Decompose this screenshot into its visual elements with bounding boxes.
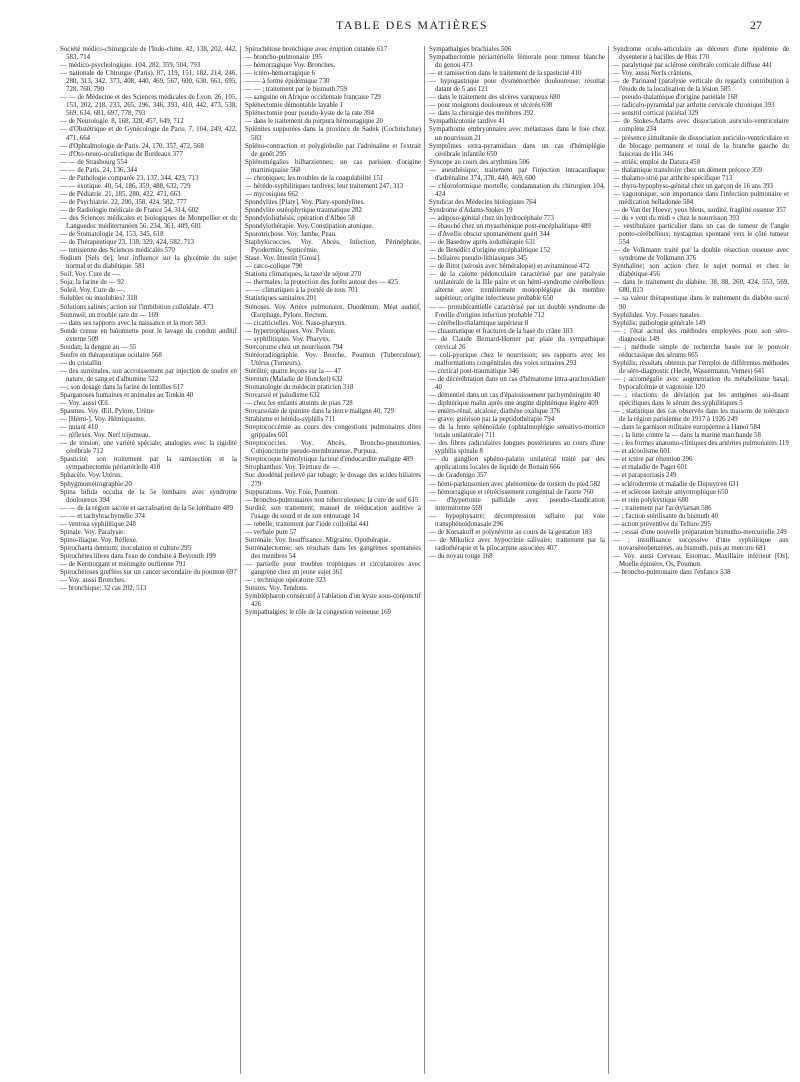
index-entry: — d'Ophtalmologie de Paris. 24, 170, 357, 472, 568 xyxy=(60,142,204,150)
index-entry: Stations climatiques, la taxe de séjour 270 xyxy=(245,271,362,279)
index-entry: Syncope au cours des arythmies 506 xyxy=(429,158,530,166)
index-entry: — de décérébration dans un cas d'hématome intra-arachnoïdien 40 xyxy=(429,375,605,391)
index-entry: — ; statistique des cas observés dans les maisons de tolérance de la région parisienne de 1917 à 1926 249 xyxy=(613,408,789,424)
index-entry: — et ramisection dans le traitement de la spasticité 410 xyxy=(429,70,582,78)
index-entry: — de Van der Hoeve; yeux bleus, surdité, fragilité osseuse 357 xyxy=(613,206,787,214)
index-entry: Spondylolisthésis; opération d'Albee 58 xyxy=(245,214,355,222)
index-entry: — dans le traitement des ulcères variqueux 680 xyxy=(429,94,561,102)
index-entry: — de Kermorgant et méningite ourlienne 791 xyxy=(60,561,186,568)
index-entry: — ; les formes anatomo-cliniques des artérites pulmonaires 119 xyxy=(613,440,789,448)
index-entry: — — de Strasbourg 554 xyxy=(60,158,128,166)
index-entry: — Voy. aussi Nerfs crâniens. xyxy=(613,70,693,78)
index-entry: — de Mikulicz avec hypocrinie salivaire; traitement par la radiothérapie et la pilocarpine associées 407 xyxy=(429,536,605,552)
index-entry: Spino-iliaque. Voy. Réflexe. xyxy=(60,536,138,544)
page-number: 27 xyxy=(750,18,762,32)
index-entry: — hypophysaire; décompression sellaire par voie transphénoïdonasale 296 xyxy=(429,512,605,528)
index-entry: Sternum (Maladie de Honckel) 632 xyxy=(245,375,343,383)
index-entry: — verbale pure 57 xyxy=(245,528,297,536)
index-entry: Spirochaeta dentium; inoculation et culture 295 xyxy=(60,544,192,552)
index-entry: — dans ses rapports avec la naissance et la mort 583 xyxy=(60,319,206,327)
index-entry: — — à forme épidémique 730 xyxy=(245,78,330,86)
index-entry: Sphacèle. Voy. Utérus. xyxy=(60,472,123,480)
index-entry: Syndrome oculo-articulaire au décours d'une épidémie de dysenterie à bacilles de Hiss 170 xyxy=(613,46,789,62)
index-entry: — hypogastrique pour dysménorrhée douloureuse; résultat datant de 5 ans 121 xyxy=(429,78,605,94)
index-entry: — grave; guérison par la peptidothérapie 794 xyxy=(429,416,555,424)
index-column-3 xyxy=(424,46,608,1074)
index-entry: Syndicat des Médecins biologistes 764 xyxy=(429,198,537,206)
index-entry: — de Stomatologie 24, 153, 345, 618 xyxy=(60,231,164,239)
index-entry: Surrénalectomie; ses résultats dans les gangrènes spontanées des membres 54 xyxy=(245,544,421,560)
index-entry: Soleil. Voy. Cure de —. xyxy=(60,287,126,295)
index-entry: — ; l'état actuel des méthodes employées pour son séro-diagnostic 149 xyxy=(613,327,789,343)
index-entry: — chez les enfants atteints de pian 728 xyxy=(245,400,353,408)
index-entry: — du « vent du midi » chez le nourrisson 393 xyxy=(613,214,740,222)
index-entry: Spondylothérapie. Voy. Constipation atonique. xyxy=(245,223,374,231)
index-entry: — hémorragique Voy. Bronches. xyxy=(245,62,336,70)
index-entry: — partielle pour troubles trophiques et circulatoires avec gangrène chez un jeune sujet 361 xyxy=(245,561,421,577)
index-entry: — chloroformique mortelle; condamnation du chirurgien 104, 424 xyxy=(429,182,605,198)
index-entry: Soufre en thérapeutique oculaire 568 xyxy=(60,351,162,359)
index-entry: — ; traitement par l'acétylarsan 586 xyxy=(613,504,712,512)
index-entry: — hypertrophiques. Voy. Pylore. xyxy=(245,327,336,335)
index-entry: — adiposo-génital chez un hydrocéphale 773 xyxy=(429,214,554,222)
index-entry: — de Neurologie. 8, 168, 328, 457, 649, 712 xyxy=(60,118,184,126)
index-entry: — bronchique; 32 cas 202, 513 xyxy=(60,585,147,593)
index-entry: — sensitif cortical pariétal 329 xyxy=(613,110,699,118)
index-entry: Spléno-contraction et polyglobulie par l'adrénaline et l'extrait de genêt 295 xyxy=(245,142,421,158)
index-entry: Stéréoradiographie. Voy. Bouche, Poumon (Tuberculose), Utérus (Tumeurs). xyxy=(245,351,421,367)
index-entry: — de Bitot (xérosis avec héméralopie) et avitaminose 472 xyxy=(429,263,590,271)
index-entry: Streptococcies. Voy. Abcès, Broncho-pneumonies, Conjonctivite pseudo-membraneuse, Purpura. xyxy=(245,440,421,456)
index-entry: Sphygmométrographie 20 xyxy=(60,480,132,488)
index-entry: Streptocoque hémolytique facteur d'endocardite maligne 489 xyxy=(245,456,413,464)
index-entry: — broncho-pulmonaires non tuberculeuses; la cure de soif 615 xyxy=(245,496,419,504)
index-entry: — paralytique par sclérose cérébrale corticale diffuse 441 xyxy=(613,62,773,70)
index-entry: — ventosa syphilitique 248 xyxy=(60,520,136,528)
index-entry: Sutures. Voy. Tendons. xyxy=(245,585,308,593)
index-column-1 xyxy=(56,46,240,1074)
index-entry: — anesthésique; traitement par l'injection intracardiaque d'adrénaline 374, 378, 440, 469, 600 xyxy=(429,166,605,182)
index-entry: Sparganoses humaines et animales au Tonkin 40 xyxy=(60,392,194,400)
index-entry: Spirochétose bronchique avec éruption cutanée 617 xyxy=(245,46,388,53)
index-entry: — — protubérantielle caractérisé par un double syndrome de Foville d'origine infection probable 712 xyxy=(429,303,605,319)
index-entry: Stovarsolate de quinine dans la tierce maligne 40, 729 xyxy=(245,408,395,416)
index-entry: Sonde creuse en baïonnette pour le lavage du conduit auditif externe 509 xyxy=(60,327,237,343)
index-entry: Soja; la farine de — 92 xyxy=(60,279,125,287)
index-entry: — du noyau rouge 168 xyxy=(429,552,493,560)
index-entry: — de Stokes-Adams avec dissociation auriculo-ventriculaire complète 234 xyxy=(613,118,789,134)
index-entry: Symblépharon consécutif à l'ablation d'un kyste sous-conjonctif 426 xyxy=(245,593,421,609)
index-entry: —; son dosage dans la farine de lentilles 617 xyxy=(60,383,184,391)
index-entry: Sympathicotonie tardive 41 xyxy=(429,118,506,126)
index-entry: — Voy. aussi Bronches. xyxy=(60,577,126,585)
index-entry: Sympathalgies brachiales 506 xyxy=(429,46,512,53)
index-entry: — ; acromégalie avec augmentation du métabolisme basal, hypocalcémie et vagotonie 120 xyxy=(613,375,789,391)
index-entry: — et maladie de Paget 601 xyxy=(613,464,688,472)
index-entry: — d'Obstétrique et de Gynécologie de Paris. 7, 104, 249, 422, 471, 664 xyxy=(60,126,237,142)
index-entry: Sympathome embryonnaire avec métastases dans le foie chez un nourrisson 21 xyxy=(429,126,605,142)
index-entry: — ; l'action stérilisante du bismuth 40 xyxy=(613,512,718,520)
index-entry: — de Thérapeutique 23, 138, 329, 424, 582, 713 xyxy=(60,239,195,247)
index-entry: — diphtérique malin après une angine diphtérique légère 409 xyxy=(429,400,599,408)
index-entry: — médico-psychologique. 104, 282, 359, 504, 793 xyxy=(60,62,201,70)
index-entry: — ; essai d'une nouvelle préparation bismutho-mercurielle 249 xyxy=(613,528,787,536)
index-entry: — ; méthode simple de recherche basée sur le pouvoir réductasique des sérums 665 xyxy=(613,343,789,359)
index-entry: Soif. Voy. Cure de —. xyxy=(60,271,121,279)
index-entry: Sympathalgies; le rôle de la congestion veineuse 169 xyxy=(245,609,392,617)
index-entry: Strophanthus. Voy. Teinture de —. xyxy=(245,464,340,472)
index-entry: — des Sciences médicales et biologiques de Montpellier et du Languedoc méditerranéen 56, 234, 361, 489, 681 xyxy=(60,214,237,231)
index-entry: — thalamo-strié par arthrite spécifique 713 xyxy=(613,174,733,182)
index-entry: Syphilis; résultats obtenus par l'emploi de différentes méthodes de séro-diagnostic (Hecht, Wassermann, Vernes) 641 xyxy=(613,359,789,375)
index-entry: — action préventive du Tellure 295 xyxy=(613,520,711,528)
index-entry: Splénites suppurées dans la province de Sadek (Cochinchine) 583 xyxy=(245,126,421,142)
running-head xyxy=(62,18,762,38)
index-entry: — des surrénales, son accroissement par injection de soufre en nature, de sang et d'albumine 522 xyxy=(60,367,237,383)
index-entry: — broncho-pulmonaire 195 xyxy=(245,54,322,62)
index-entry: — de Radiologie médicale de France 54, 314, 602 xyxy=(60,206,199,214)
index-entry: Sympathectomie périartérielle fémorale pour tumeur blanche du genou 473 xyxy=(429,54,605,70)
index-entry: — ébauché chez un myasthénique post-encéphalitique 489 xyxy=(429,223,591,231)
index-entry: — radiculo-pyramidal par arthrite cervicale chronique 393 xyxy=(613,102,775,110)
index-entry: Sténoses. Voy. Artère pulmonaire, Duodénum, Méat auditif, Œsophage, Pylore, Rectum. xyxy=(245,303,421,319)
index-entry: — ; insuffisance successive d'une syphilitique aux novarsénobenzènes, au bismuth, puis au mercure 681 xyxy=(613,536,789,552)
index-entry: Stovarsol et paludisme 632 xyxy=(245,392,320,400)
index-entry: — pseudo-thalamique d'origine pariétale 168 xyxy=(613,94,738,102)
index-entry: — [Hémi-]. Voy. Hémispasme. xyxy=(60,416,146,424)
index-entry: — thyro-hypophyso-génital chez un garçon de 16 ans 393 xyxy=(613,182,773,190)
index-entry: — du cristallin xyxy=(60,359,102,367)
index-entry: — de Claude Bernard-Horner par plaie du sympathique cervical 26 xyxy=(429,335,605,351)
index-entry: — vestibulaire particulier dans un cas de tumeur de l'angle ponto-cérébelleux; nystagmus spontané vers le côté tumeur 554 xyxy=(613,223,789,247)
index-entry: — thalamique transitoire chez un dément précoce 359 xyxy=(613,166,763,174)
index-entry: — pour moignons douloureux et ulcérés 698 xyxy=(429,102,553,110)
index-entry: Solubles ou insolubles? 318 xyxy=(60,295,138,303)
index-entry: — broncho-pulmonaire dans l'enfance 538 xyxy=(613,569,731,577)
index-entry: — de Psychiatrie. 22, 200, 358, 424, 582, 777 xyxy=(60,198,187,206)
index-columns xyxy=(56,46,792,1074)
index-entry: — et alcoolisme 601 xyxy=(613,448,671,456)
index-entry: — — de Médecine et des Sciences médicales de Lyon. 26, 105, 153, 202, 218, 233, 265, 296, 346, 393, 410, 442, 473, 538, 569, 634, 681, 697, 778, 793 xyxy=(60,94,237,118)
index-entry: — ; technique opératoire 323 xyxy=(245,577,326,585)
index-entry: — du ganglion sphéno-palatin unilatéral traité par des applications locales de liquide de Bonain 666 xyxy=(429,456,605,472)
index-entry: Synthaline; son action chez le sujet normal et chez le diabétique 456 xyxy=(613,263,789,279)
index-entry: — de Basedow après iodothérapie 631 xyxy=(429,239,536,247)
index-entry: Splénectomie démontable lavable 1 xyxy=(245,102,344,110)
index-entry: — ictéro-hémorragique 6 xyxy=(245,70,316,78)
index-entry: Stase. Voy. Intestin [Grosi]. xyxy=(245,255,321,263)
index-entry: Sommeil; un trouble rare du — 169 xyxy=(60,311,159,319)
index-entry: Surrénale. Voy. Insuffisance, Migraine, Opothérapie. xyxy=(245,536,391,544)
index-entry: — Voy. aussi Œil. xyxy=(60,400,110,408)
index-entry: — et sclérose latérale amyotrophique 650 xyxy=(613,488,728,496)
index-entry: — démentiel dans un cas d'épaississement pachyméningite 40 xyxy=(429,392,600,400)
index-column-2 xyxy=(240,46,424,1074)
index-entry: — biliaires pseudo-lithiasiques 345 xyxy=(429,255,527,263)
index-entry: — cérébello-thalamique supérieur 8 xyxy=(429,319,529,327)
index-entry: Sporotrichose. Voy. Jambe, Peau. xyxy=(245,231,337,239)
index-entry: — et rein polykystique 680 xyxy=(613,496,689,504)
index-entry: — — climatiques à la portée de tous 701 xyxy=(245,287,358,295)
index-entry: — des fibres radiculaires longues postérieures au cours d'une syphilis spinale 8 xyxy=(429,440,605,456)
index-entry: — sanguine en Afrique occidentale française 729 xyxy=(245,94,381,102)
index-entry: — mycosiques 662 xyxy=(245,190,299,198)
index-entry: — cæco-colique 790 xyxy=(245,263,303,271)
index-entry: — dans le traitement du purpura hémorragique 20 xyxy=(245,118,383,126)
index-entry: — — exotique. 40, 54, 186, 359, 488, 632, 729 xyxy=(60,182,191,190)
index-entry: — de Volkmann traité par la double résection osseuse avec syndrome de Volkmann 376 xyxy=(613,247,789,263)
index-entry: Spasmes. Voy. Œil, Pylore, Urètre xyxy=(60,408,154,416)
index-entry: — de Parinaud (paralysie verticale du regard); contribution à l'étude de la localisation de la lésion 585 xyxy=(613,78,789,94)
index-entry: Spinale. Voy. Paralysie. xyxy=(60,528,125,536)
index-entry: — sclérodermie et maladie de Dupuytren 631 xyxy=(613,480,739,488)
index-entry: Spirochétoses greffées sur un cancer secondaire du poumon 697 xyxy=(60,569,237,577)
index-entry: — cicatricielles. Voy. Naso-pharynx. xyxy=(245,319,347,327)
index-entry: Stercorome chez un nourrisson 794 xyxy=(245,343,343,351)
index-entry: — hémi-parkinsonien avec phénomène de torsion du pied 582 xyxy=(429,480,601,488)
index-entry: Spirochètes libres dans l'eau de conduite à Beyrouth 199 xyxy=(60,552,216,560)
index-entry: — d'hypertonie pallidale avec pseudo-claudication intermittente 569 xyxy=(429,496,605,512)
index-entry: Streptococcémie au cours des congestions pulmonaires dites grippales 601 xyxy=(245,424,421,440)
index-entry: — striés; emploi du Datura 458 xyxy=(613,158,701,166)
index-entry: — ; réactions de déviation par les antigènes soi-disant spécifiques dans le sérum des syphilitiques 5 xyxy=(613,392,789,408)
index-entry: Spondylites [Platy]. Voy. Platy-spondylites. xyxy=(245,198,365,206)
index-entry: — présence simultanée de dissociation auriculo-ventriculaire et de blocage permanent et total de la branche gauche du faisceau de His 346 xyxy=(613,134,789,158)
index-entry: — tunisienne des Sciences médicales 570 xyxy=(60,247,176,255)
index-entry: Stérilité; quatre leçons sur la — 47 xyxy=(245,367,342,375)
index-entry: — de Gradenigo 357 xyxy=(429,472,487,480)
index-entry: — — ; traitement par le bismuth 759 xyxy=(245,86,348,94)
index-entry: — — de Paris. 24, 136, 344 xyxy=(60,166,138,174)
index-entry: — syphilitiques. Voy. Pharynx. xyxy=(245,335,331,343)
running-title: TABLE DES MATIÈRES xyxy=(335,18,489,32)
index-entry: — chroniques; les troubles de la coagulabilité 151 xyxy=(245,174,384,182)
index-entry: Syphilis; pathologie générale 149 xyxy=(613,319,706,327)
index-entry: — thermales; la protection des forêts autour des — 425 xyxy=(245,279,398,287)
index-entry: — de Benedict d'origine encéphalitique 152 xyxy=(429,247,551,255)
index-entry: — cortical post-traumatique 346 xyxy=(429,367,519,375)
index-entry: — dans la chirurgie des membres 392 xyxy=(429,110,534,118)
index-entry: Spina bifida occulta de la 5e lombaire avec syndrome douloureux 394 xyxy=(60,488,237,504)
index-entry: Solutions salines; action sur l'imbibition colloïdale. 473 xyxy=(60,303,214,311)
index-entry: Splénomégalies bilharziennes; un cas parisien d'origine martiniquaise 568 xyxy=(245,158,421,174)
index-entry: Strabisme et hérédo-syphilis 711 xyxy=(245,416,336,424)
index-entry: — nutant 410 xyxy=(60,424,98,432)
index-entry: Suc duodénal prélevé par tubage; le dosage des acides biliaires 279 xyxy=(245,472,421,488)
index-entry: — de Pathologie comparée 23, 137, 344, 423, 713 xyxy=(60,174,199,182)
index-entry: — de torsion; une variété spéciale; analogies avec la rigidité cérébrale 712 xyxy=(60,440,237,456)
index-entry: — de la calotte pédonculaire caractérisé par une paralysie unilatérale de la IIIe paire et un hémi-syndrome cérébelleux alterne avec tremblement monoplégique du membre supérieur; origine infectieuse probable 650 xyxy=(429,271,605,303)
index-entry: Syphilides. Voy. Fosses nasales. xyxy=(613,311,702,319)
index-entry: — — de la région sacrée et sacralisation de la 5e lombaire 489 xyxy=(60,504,233,512)
index-entry: Spasticité; son traitement par la ramisection et la sympathectomie périartérielle 410 xyxy=(60,456,237,472)
index-entry: Syndrome d'Adams-Stokes 19 xyxy=(429,206,513,214)
index-entry: Splénectomie pour pseudo-kyste de la rate 394 xyxy=(245,110,374,118)
index-entry: Staphylococcies. Voy. Abcès, Infection, Périnéphrite, Pyodermite, Septicémie. xyxy=(245,239,421,255)
index-entry: — coli-pyurique chez le nourrisson; ses rapports avec les malformations congénitales des voies urinaires 293 xyxy=(429,351,605,367)
index-entry: — chiasmatique et fractures de la base du crâne 103 xyxy=(429,327,573,335)
index-entry: — vagotonique; son importance dans l'infection pulmonaire et médication belladonée 584 xyxy=(613,190,789,206)
index-entry: — Voy. aussi Cerveau, Estomac, Maxillaire inférieur [Os], Moelle épinière, Os, Poumon. xyxy=(613,552,789,568)
index-entry: Spondylite ostéophytique traumatique 282 xyxy=(245,206,362,214)
index-entry: — hérédo-syphilitiques tardives; leur traitement 247, 313 xyxy=(245,182,404,190)
index-entry: — — et tachybrachymélie 374 xyxy=(60,512,145,520)
index-entry: — dans le traitement du diabète. 38, 88, 260, 424, 553, 569, 680, 813 xyxy=(613,279,789,295)
index-column-4 xyxy=(608,46,792,1074)
index-entry: Soudan; la dengue au — 55 xyxy=(60,343,137,351)
index-entry: — et ictère par rétention 296 xyxy=(613,456,693,464)
index-entry: — entéro-rénal, alcalose, diathèse oxalique 376 xyxy=(429,408,561,416)
index-entry: Suppurations. Voy. Foie, Poumon. xyxy=(245,488,340,496)
index-entry: — rebelle; traitement par l'iode colloïdal 441 xyxy=(245,520,370,528)
index-entry: Symptômes extra-pyramidaux dans un cas d'hémiplégie cérébrale infantile 650 xyxy=(429,142,605,158)
index-entry: — hémorragique et rétrécissement congénital de l'aorte 760 xyxy=(429,488,594,496)
index-entry: — de Korsakoff et polynévrite au cours de la gestation 183 xyxy=(429,528,592,536)
index-entry: — sa valeur thérapeutique dans le traitement du diabète sucré 90 xyxy=(613,295,789,311)
index-entry: Société médico-chirurgicale de l'Indo-chine. 42, 138, 202, 442, 583, 714 xyxy=(60,46,237,62)
index-entry: — réflexes. Voy. Nerf trijumeau. xyxy=(60,432,151,440)
index-entry: Sodium [Sels de]; leur influence sur la glycémie du sujet normal et du diabétique. 581 xyxy=(60,255,237,271)
index-entry: Stomatologie du médecin praticien 318 xyxy=(245,383,354,391)
index-entry: — de la fente sphénoïdale (ophtalmoplégie sensitivo-motrice totale unilatérale) 711 xyxy=(429,424,605,440)
index-entry: — ; la lutte contre la — dans la marine marchande 58 xyxy=(613,432,761,440)
index-entry: — de Pédiatrie. 21, 185, 280, 422, 471, 663 xyxy=(60,190,181,198)
index-entry: — dans la garnison militaire européenne à Hanoï 584 xyxy=(613,424,761,432)
index-entry: — et parapsoriasis 249 xyxy=(613,472,677,480)
index-entry: — d'Oto-neuro-oculistique de Bordeaux 377 xyxy=(60,150,183,158)
index-entry: Surdité; son traitement; manuel de rééducation auditive à l'usage du sourd et de son entourage 14 xyxy=(245,504,421,520)
index-entry: Statistiques sanitaires 201 xyxy=(245,295,317,303)
index-entry: — nationale de Chirurgie (Paris). 87, 119, 151, 182, 214, 246, 280, 313, 342, 373, 408, 440, 469, 567, 600, 630, 661, 695, 728, 760, 790 xyxy=(60,70,237,94)
index-entry: — d'Avellis obscur spontanément guéri 344 xyxy=(429,231,550,239)
